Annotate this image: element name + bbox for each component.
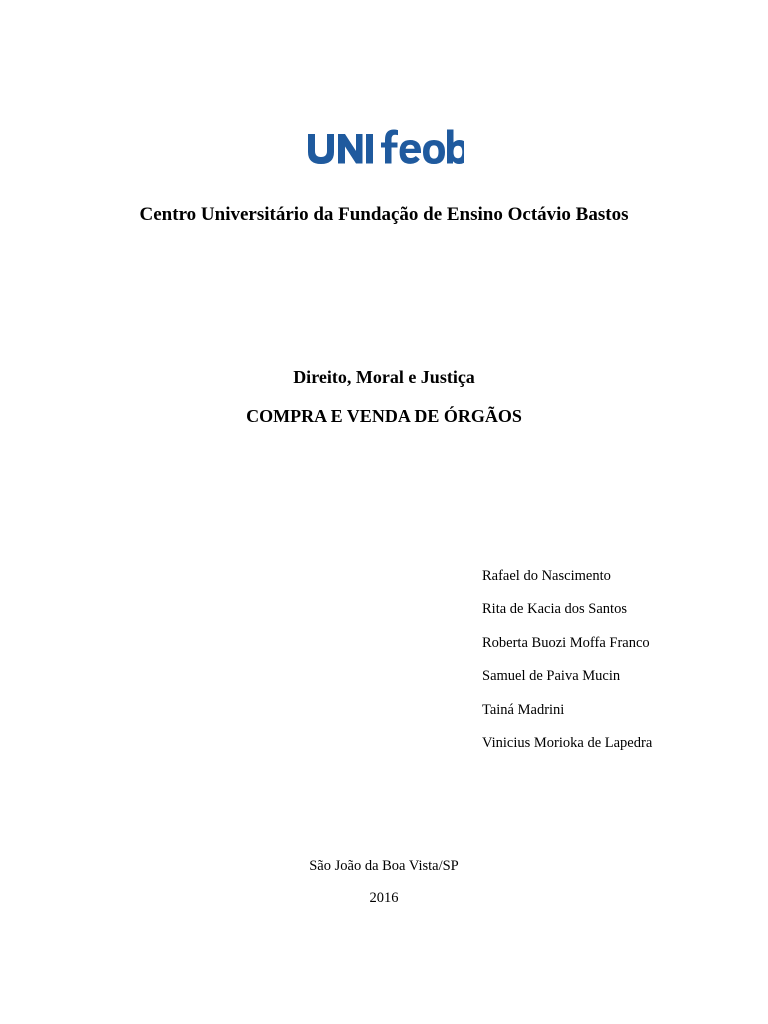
unifeob-logo bbox=[306, 126, 464, 166]
institution-name: Centro Universitário da Fundação de Ensino Octávio Bastos bbox=[139, 204, 629, 225]
author-name: Samuel de Paiva Mucin bbox=[482, 668, 621, 685]
author-name: Tainá Madrini bbox=[482, 701, 565, 718]
course-subject: Direito, Moral e Justiça bbox=[293, 367, 475, 387]
author-list bbox=[482, 566, 652, 766]
author-name: Vinicius Morioka de Lapedra bbox=[482, 734, 653, 751]
publication-year: 2016 bbox=[369, 890, 399, 906]
city-location: São João da Boa Vista/SP bbox=[309, 858, 459, 874]
document-title: COMPRA E VENDA DE ÓRGÃOS bbox=[246, 406, 522, 426]
author-name: Rita de Kacia dos Santos bbox=[482, 601, 627, 618]
author-name: Roberta Buozi Moffa Franco bbox=[482, 634, 650, 651]
author-name: Rafael do Nascimento bbox=[482, 568, 611, 584]
